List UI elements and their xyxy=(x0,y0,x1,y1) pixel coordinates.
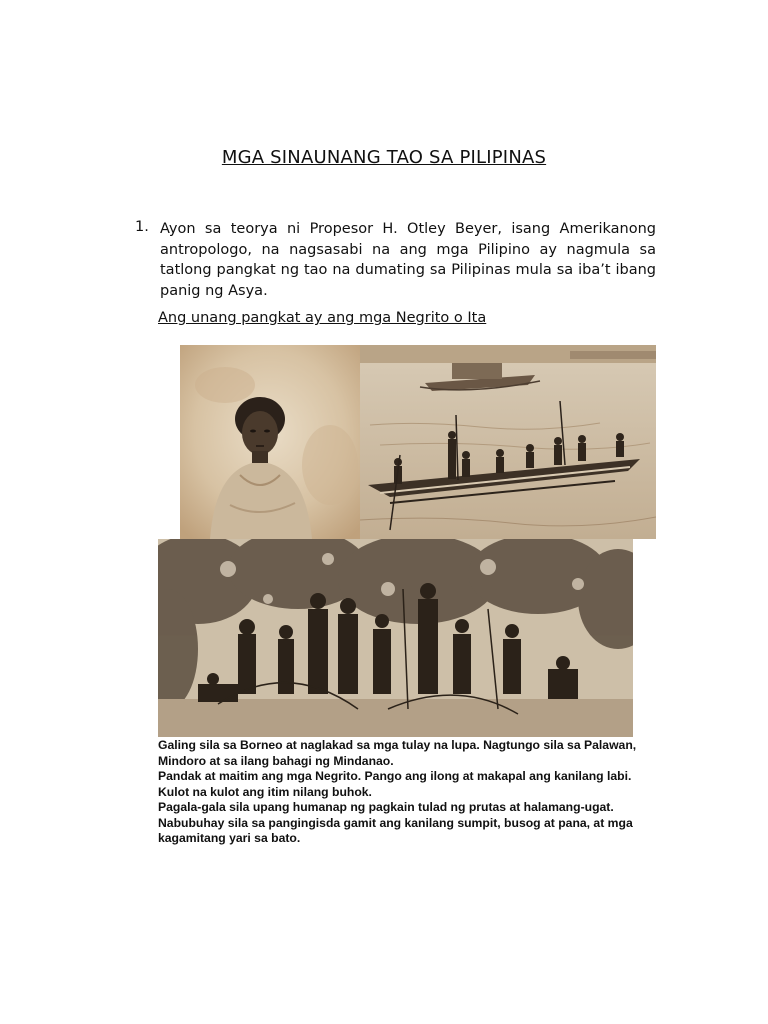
caption-line: Kulot na kulot ang itim nilang buhok. xyxy=(158,784,372,799)
caption-line: Nabubuhay sila sa pangingisda gamit ang kanilang sumpit, busog at pana, at mga xyxy=(158,815,633,830)
group-photo xyxy=(158,539,633,737)
portrait-photo xyxy=(180,345,360,539)
photo-caption xyxy=(158,738,658,847)
caption-line: Pandak at maitim ang mga Negrito. Pango ang ilong at makapal ang kanilang labi. xyxy=(158,769,632,783)
caption-line: Pagala-gala sila upang humanap ng pagkain tulad ng prutas at halamang-ugat. xyxy=(158,800,614,814)
canoe-photo xyxy=(360,345,656,539)
caption-line: Galing sila sa Borneo at naglakad sa mga tulay na lupa. Nagtungo sila sa Palawan, xyxy=(158,738,637,752)
list-number: 1. xyxy=(135,219,149,235)
caption-line: Mindoro at sa ilang bahagi ng Mindanao. xyxy=(158,753,394,768)
caption-line: kagamitang yari sa bato. xyxy=(158,831,301,845)
page-title: MGA SINAUNANG TAO SA PILIPINAS xyxy=(221,147,547,168)
intro-paragraph: Ayon sa teorya ni Propesor H. Otley Beyer, isang Amerikanong antropologo, na nagsasabi na ang mga Pilipino ay nagmula sa tatlong pangkat ng tao na dumating sa Pilipinas mula sa iba’t ibang panig ng Asya. xyxy=(160,221,656,299)
section-subheading: Ang unang pangkat ay ang mga Negrito o Ita xyxy=(158,310,487,326)
